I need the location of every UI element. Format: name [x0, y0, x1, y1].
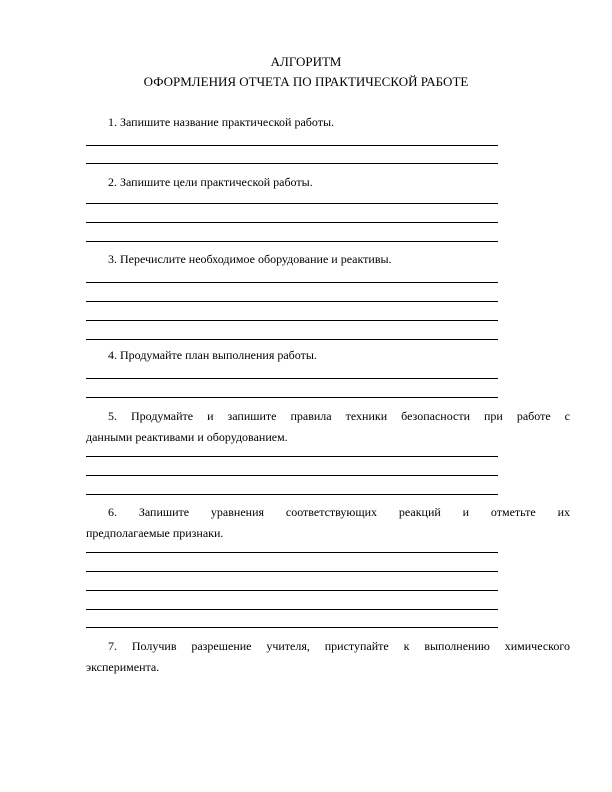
answer-line: [86, 241, 498, 242]
step-4-text: 4. Продумайте план выполнения работы.: [108, 348, 317, 362]
answer-line: [86, 627, 498, 628]
answer-line: [86, 320, 498, 321]
answer-line: [86, 475, 498, 476]
answer-line: [86, 378, 498, 379]
answer-line: [86, 494, 498, 495]
step-2-text: 2. Запишите цели практической работы.: [108, 175, 313, 189]
answer-line: [86, 397, 498, 398]
doc-title-line2: ОФОРМЛЕНИЯ ОТЧЕТА ПО ПРАКТИЧЕСКОЙ РАБОТЕ: [143, 74, 469, 89]
answer-line: [86, 163, 498, 164]
step-7-text: [86, 640, 570, 673]
doc-title-line1: АЛГОРИТМ: [270, 54, 342, 69]
answer-line: [86, 282, 498, 283]
answer-line: [86, 222, 498, 223]
step-5-text: [86, 410, 570, 443]
answer-line: [86, 203, 498, 204]
answer-line: [86, 590, 498, 591]
answer-line: [86, 571, 498, 572]
step-6-line2: предполагаемые признаки.: [86, 526, 224, 540]
answer-line: [86, 339, 498, 340]
step-7-line1: 7. Получив разрешение учителя, приступайте к выполнению химического: [108, 639, 570, 653]
answer-line: [86, 301, 498, 302]
step-6-line1: 6. Запишите уравнения соответствующих реакций и отметьте их: [108, 505, 570, 519]
answer-line: [86, 552, 498, 553]
step-7-line2: эксперимента.: [86, 660, 160, 674]
answer-line: [86, 145, 498, 146]
step-6-text: [86, 506, 570, 539]
step-5-line2: данными реактивами и оборудованием.: [86, 430, 288, 444]
step-1-text: 1. Запишите название практической работы.: [108, 115, 335, 129]
answer-line: [86, 456, 498, 457]
step-5-line1: 5. Продумайте и запишите правила техники безопасности при работе с: [108, 409, 570, 423]
step-3-text: 3. Перечислите необходимое оборудование и реактивы.: [108, 252, 392, 266]
answer-line: [86, 609, 498, 610]
